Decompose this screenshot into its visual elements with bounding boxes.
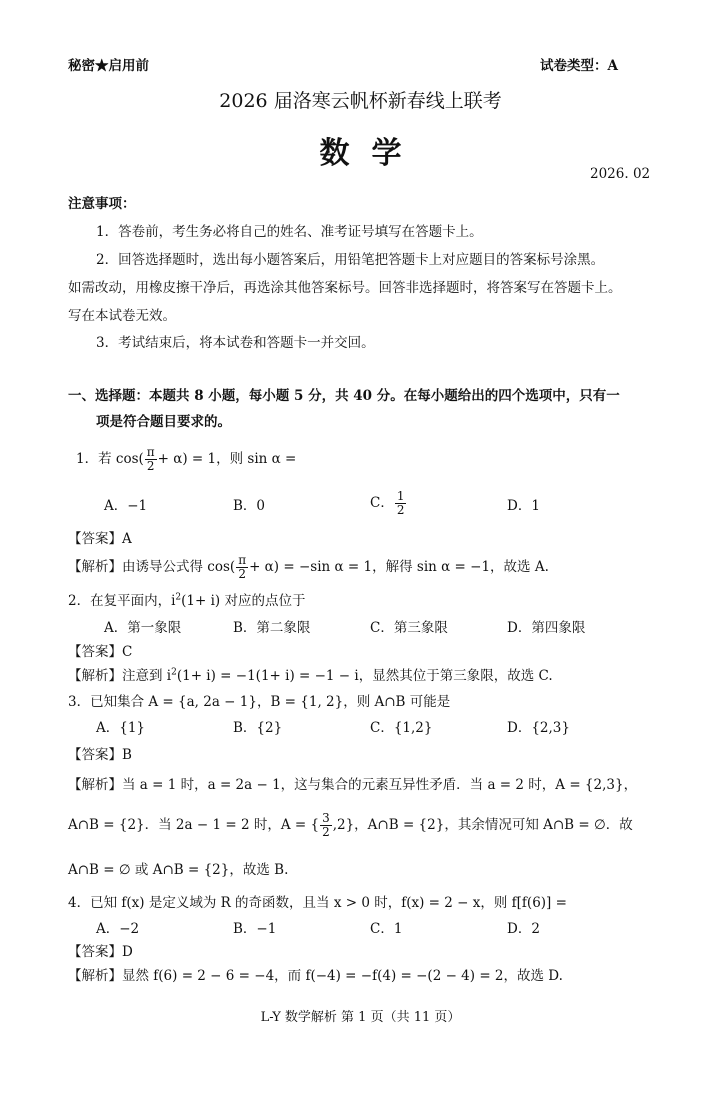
page-footer: L-Y 数学解析 第 1 页（共 11 页） — [260, 1010, 461, 1025]
q3-answer: 【答案】B — [68, 747, 132, 763]
q3-analysis-den: 2 — [322, 825, 330, 839]
q2-option-d: D．第四象限 — [507, 620, 586, 636]
q1-option-c-den: 2 — [396, 503, 405, 517]
notice-heading: 注意事项： — [68, 196, 136, 212]
q1-option-a: A．−1 — [104, 498, 148, 514]
q1-analysis — [68, 548, 549, 586]
q4-answer: 【答案】D — [68, 944, 133, 960]
q3-option-d: D．{2,3} — [507, 720, 570, 736]
q2-stem-sup: 2 — [175, 592, 182, 603]
q2-analysis-prefix: 【解析】注意到 i — [68, 668, 172, 684]
paper-type-label: 试卷类型：A — [540, 58, 618, 74]
question-2-stem — [68, 589, 306, 609]
q1-option-d: D．1 — [507, 498, 540, 514]
q1-prefix: 1．若 cos( — [76, 451, 144, 467]
q1-analysis-num: π — [238, 553, 247, 568]
q2-analysis — [68, 664, 553, 684]
q3-analysis-line-2a: A∩B = {2}．当 2a − 1 = 2 时，A = { — [68, 817, 320, 833]
notice-item-2-cont2: 写在本试卷无效。 — [68, 308, 176, 324]
q2-answer: 【答案】C — [68, 644, 133, 660]
q2-option-a: A．第一象限 — [104, 620, 182, 636]
q3-analysis-line-2b: ,2}，A∩B = {2}，其余情况可知 A∩B = ∅．故 — [332, 817, 633, 833]
q1-option-b: B．0 — [233, 498, 266, 514]
q3-analysis-line-1: 【解析】当 a = 1 时，a = 2a − 1，这与集合的元素互异性矛盾．当 a = 2 时，A = {2,3}， — [68, 777, 638, 793]
notice-item-1: 1．答卷前，考生务必将自己的姓名、准考证号填写在答题卡上。 — [96, 224, 483, 240]
section-heading: 一、选择题：本题共 8 小题，每小题 5 分，共 40 分。在每小题给出的四个选项中，只有一 — [68, 388, 620, 404]
q3-option-c: C．{1,2} — [370, 720, 433, 736]
q4-option-b: B．−1 — [233, 921, 277, 937]
q2-stem-prefix: 2．在复平面内，i — [68, 593, 176, 609]
confidential-label: 秘密★启用前 — [68, 58, 149, 74]
q1-analysis-suffix: + α) = −sin α = 1，解得 sin α = −1，故选 A. — [249, 559, 549, 575]
q1-option-c-label: C． — [370, 495, 394, 511]
q3-option-a: A．{1} — [96, 720, 146, 736]
question-1-stem — [76, 440, 296, 478]
q1-answer: 【答案】A — [68, 531, 132, 547]
q1-suffix: + α) = 1，则 sin α = — [157, 451, 297, 467]
q4-option-a: A．−2 — [96, 921, 140, 937]
q1-frac-den: 2 — [146, 459, 155, 473]
q1-analysis-prefix: 【解析】由诱导公式得 cos( — [68, 559, 236, 575]
q2-option-c: C．第三象限 — [370, 620, 448, 636]
q1-analysis-fraction — [236, 554, 248, 580]
q4-analysis: 【解析】显然 f(6) = 2 − 6 = −4，而 f(−4) = −f(4) = −(2 − 4) = 2，故选 D. — [68, 968, 563, 984]
q2-option-b: B．第二象限 — [233, 620, 311, 636]
q2-analysis-suffix: (1+ i) = −1(1+ i) = −1 − i，显然其位于第三象限，故选 C. — [176, 668, 553, 684]
q3-analysis-line-3: A∩B = ∅ 或 A∩B = {2}，故选 B. — [68, 862, 289, 878]
notice-item-2-cont: 如需改动，用橡皮擦干净后，再选涂其他答案标号。回答非选择题时，将答案写在答题卡上。 — [68, 280, 622, 296]
q1-option-c-fraction — [395, 490, 407, 516]
notice-item-2: 2．回答选择题时，选出每小题答案后，用铅笔把答题卡上对应题目的答案标号涂黑。 — [96, 252, 605, 268]
q3-option-b: B．{2} — [233, 720, 283, 736]
section-heading-cont: 项是符合题目要求的。 — [96, 414, 231, 430]
q1-option-c — [370, 484, 407, 522]
question-3-stem: 3．已知集合 A = {a, 2a − 1}，B = {1, 2}，则 A∩B 可能是 — [68, 694, 451, 710]
exam-title: 2026 届洛寒云帆杯新春线上联考 — [219, 90, 502, 112]
notice-item-3: 3．考试结束后，将本试卷和答题卡一并交回。 — [96, 335, 375, 351]
q3-analysis-line-2 — [68, 806, 633, 844]
exam-date: 2026. 02 — [590, 166, 651, 182]
subject-title: 数学 — [319, 136, 424, 171]
question-4-stem: 4．已知 f(x) 是定义域为 R 的奇函数，且当 x > 0 时，f(x) = 2 − x，则 f[f(6)] = — [68, 895, 567, 911]
q4-option-d: D．2 — [507, 921, 540, 937]
q2-stem-suffix: (1+ i) 对应的点位于 — [181, 593, 306, 609]
q2-analysis-sup: 2 — [171, 667, 177, 678]
q1-fraction — [145, 446, 157, 472]
q1-analysis-den: 2 — [238, 567, 246, 581]
q1-option-c-num: 1 — [396, 489, 405, 504]
q3-analysis-fraction — [320, 812, 332, 838]
q4-option-c: C．1 — [370, 921, 403, 937]
q3-analysis-num: 3 — [322, 811, 330, 826]
q1-frac-num: π — [146, 445, 155, 460]
